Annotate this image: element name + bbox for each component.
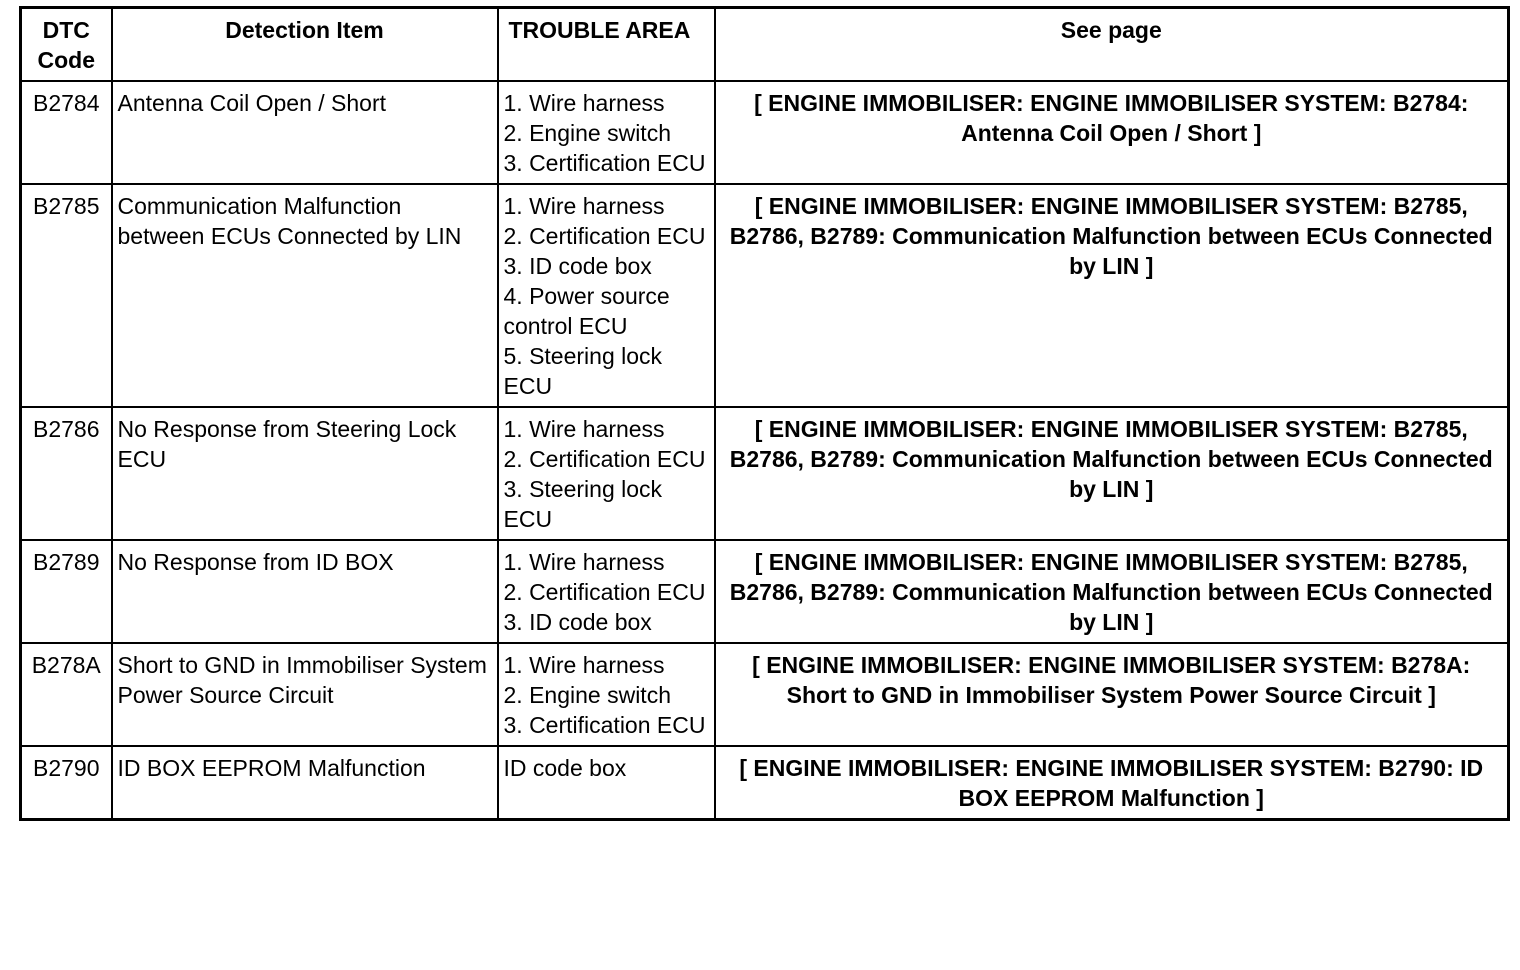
header-dtc-code: DTC Code [21, 8, 112, 82]
dtc-code-cell: B2790 [21, 746, 112, 820]
trouble-area-cell [498, 746, 715, 820]
dtc-code-cell: B2786 [21, 407, 112, 540]
detection-item-cell: No Response from Steering Lock ECU [112, 407, 498, 540]
trouble-area-entry: 4. Power source control ECU [503, 283, 670, 339]
trouble-area-entry: 3. ID code box [503, 609, 652, 635]
detection-item-cell: Antenna Coil Open / Short [112, 81, 498, 184]
table-row [21, 540, 1509, 643]
see-page-link[interactable]: [ ENGINE IMMOBILISER: ENGINE IMMOBILISER SYSTEM: B278A: Short to GND in Immobiliser System Power Source Circuit ] [715, 643, 1509, 746]
trouble-area-entry: 2. Engine switch [503, 120, 671, 146]
header-trouble-area: TROUBLE AREA [498, 8, 715, 82]
dtc-code-cell: B2789 [21, 540, 112, 643]
trouble-area-entry: 2. Certification ECU [503, 223, 706, 249]
dtc-table [19, 6, 1510, 821]
trouble-area-entry: 1. Wire harness [503, 549, 665, 575]
trouble-area-entry: 1. Wire harness [503, 652, 665, 678]
table-row [21, 746, 1509, 820]
trouble-area-entry: 2. Certification ECU [503, 446, 706, 472]
trouble-area-entry: 2. Certification ECU [503, 579, 706, 605]
trouble-area-cell [498, 184, 715, 407]
trouble-area-entry: ID code box [503, 755, 627, 781]
trouble-area-entry: 1. Wire harness [503, 193, 665, 219]
detection-item-cell: Short to GND in Immobiliser System Power Source Circuit [112, 643, 498, 746]
trouble-area-entry: 3. Certification ECU [503, 712, 706, 738]
table-row [21, 643, 1509, 746]
trouble-area-entry: 3. Steering lock ECU [503, 476, 663, 532]
detection-item-cell: No Response from ID BOX [112, 540, 498, 643]
table-header [21, 8, 1509, 82]
detection-item-cell: ID BOX EEPROM Malfunction [112, 746, 498, 820]
table-row [21, 407, 1509, 540]
see-page-link[interactable]: [ ENGINE IMMOBILISER: ENGINE IMMOBILISER SYSTEM: B2785, B2786, B2789: Communication Malfunction between ECUs Connected by LIN ] [715, 184, 1509, 407]
table-row [21, 184, 1509, 407]
see-page-link[interactable]: [ ENGINE IMMOBILISER: ENGINE IMMOBILISER SYSTEM: B2784: Antenna Coil Open / Short ] [715, 81, 1509, 184]
header-detection-item: Detection Item [112, 8, 498, 82]
trouble-area-cell [498, 81, 715, 184]
trouble-area-entry: 2. Engine switch [503, 682, 671, 708]
dtc-code-cell: B2785 [21, 184, 112, 407]
dtc-code-cell: B2784 [21, 81, 112, 184]
see-page-link[interactable]: [ ENGINE IMMOBILISER: ENGINE IMMOBILISER SYSTEM: B2785, B2786, B2789: Communication Malfunction between ECUs Connected by LIN ] [715, 540, 1509, 643]
header-row [21, 8, 1509, 82]
trouble-area-entry: 1. Wire harness [503, 416, 665, 442]
see-page-link[interactable]: [ ENGINE IMMOBILISER: ENGINE IMMOBILISER SYSTEM: B2785, B2786, B2789: Communication Malfunction between ECUs Connected by LIN ] [715, 407, 1509, 540]
table-row [21, 81, 1509, 184]
trouble-area-cell [498, 407, 715, 540]
table-body [21, 81, 1509, 820]
trouble-area-entry: 5. Steering lock ECU [503, 343, 663, 399]
trouble-area-cell [498, 540, 715, 643]
header-see-page: See page [715, 8, 1509, 82]
trouble-area-entry: 3. Certification ECU [503, 150, 706, 176]
trouble-area-entry: 3. ID code box [503, 253, 652, 279]
dtc-code-cell: B278A [21, 643, 112, 746]
detection-item-cell: Communication Malfunction between ECUs Connected by LIN [112, 184, 498, 407]
see-page-link[interactable]: [ ENGINE IMMOBILISER: ENGINE IMMOBILISER SYSTEM: B2790: ID BOX EEPROM Malfunction ] [715, 746, 1509, 820]
trouble-area-cell [498, 643, 715, 746]
trouble-area-entry: 1. Wire harness [503, 90, 665, 116]
